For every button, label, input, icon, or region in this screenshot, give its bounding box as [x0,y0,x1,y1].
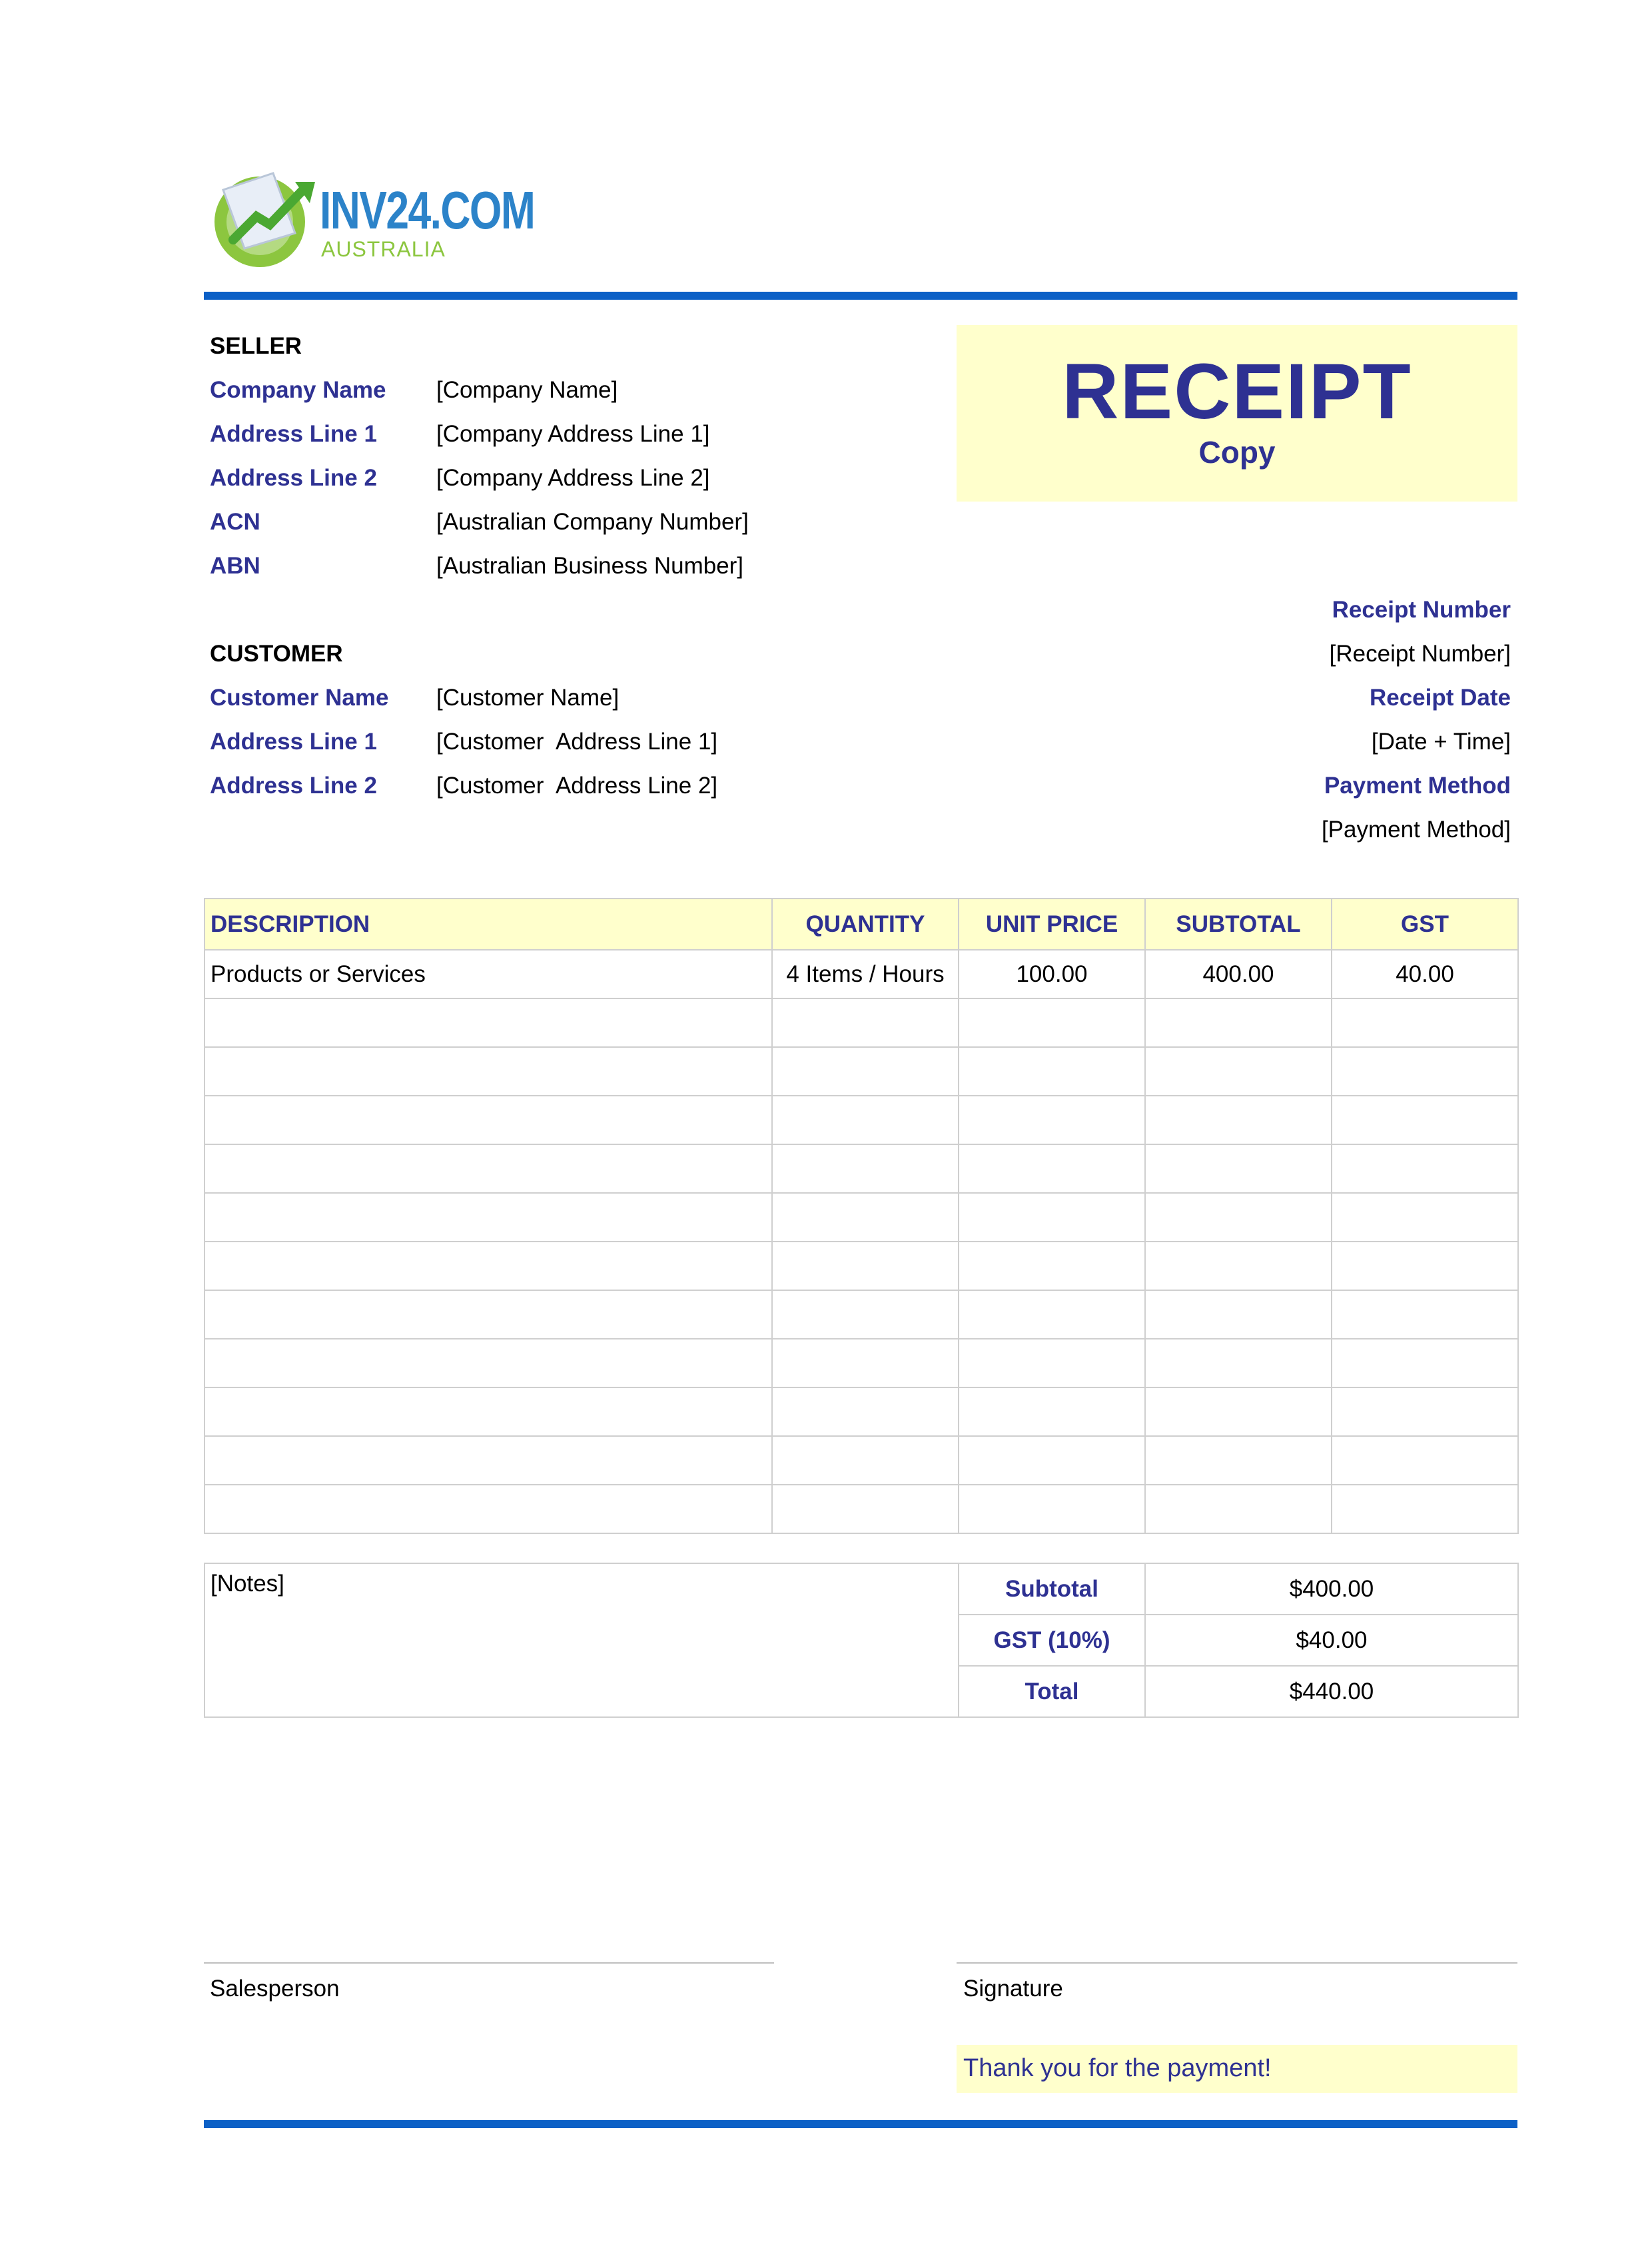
table-cell [1332,1144,1518,1193]
table-cell [959,1387,1145,1436]
column-header: DESCRIPTION [205,899,772,950]
seller-label: Address Line 1 [210,421,377,447]
table-cell [1145,1047,1332,1096]
seller-value: [Company Name] [436,377,618,403]
notes-field: [Notes] [205,1563,959,1717]
table-cell [959,1242,1145,1290]
table-cell [205,1485,772,1533]
seller-value: [Company Address Line 1] [436,421,710,447]
customer-label: Customer Name [210,685,389,711]
header-rule [204,292,1517,300]
table-row [205,1436,1518,1485]
table-cell [1145,1387,1332,1436]
table-cell [1332,1290,1518,1339]
table-cell [959,1193,1145,1242]
logo-region: AUSTRALIA [321,237,446,261]
column-header: SUBTOTAL [1145,899,1332,950]
table-cell [1145,1339,1332,1387]
table-row [205,1242,1518,1290]
column-header: UNIT PRICE [959,899,1145,950]
seller-label: Company Name [210,377,386,403]
table-row [205,1387,1518,1436]
table-cell: Products or Services [205,950,772,998]
table-cell [1332,1485,1518,1533]
table-cell [1145,998,1332,1047]
table-cell: 100.00 [959,950,1145,998]
table-cell [1332,1339,1518,1387]
table-cell: 4 Items / Hours [772,950,959,998]
table-row [205,1485,1518,1533]
table-cell [772,1193,959,1242]
line-items-table [204,898,1519,1534]
receipt-date-value: [Date + Time] [1371,729,1511,755]
logo-mark-icon [210,170,316,270]
table-cell [205,1339,772,1387]
customer-label: Address Line 2 [210,773,377,799]
table-cell [772,1436,959,1485]
table-cell [1332,1047,1518,1096]
table-cell [1145,1290,1332,1339]
table-cell [772,1290,959,1339]
table-cell [205,1387,772,1436]
table-cell [205,1144,772,1193]
table-row [205,1193,1518,1242]
table-cell [205,1193,772,1242]
customer-value: [Customer Address Line 2] [436,773,718,799]
seller-heading: SELLER [210,333,302,359]
table-cell [205,1096,772,1144]
customer-value: [Customer Name] [436,685,620,711]
table-cell [959,998,1145,1047]
table-cell: 40.00 [1332,950,1518,998]
receipt-copy-label: Copy [1198,435,1276,470]
footer-rule [204,2120,1517,2128]
receipt-date-label: Receipt Date [1369,685,1511,711]
total-label: Total [959,1666,1145,1717]
table-row [205,950,1518,998]
table-cell [205,998,772,1047]
table-cell [1145,1193,1332,1242]
table-cell [772,1144,959,1193]
signature-line [957,1962,1517,1964]
table-cell [1145,1144,1332,1193]
seller-label: ABN [210,553,260,579]
table-cell [1332,1242,1518,1290]
table-header-row [205,899,1518,950]
column-header: GST [1332,899,1518,950]
totals-table [204,1563,1519,1718]
table-cell [772,1387,959,1436]
table-cell: 400.00 [1145,950,1332,998]
subtotal-value: $400.00 [1145,1563,1518,1615]
table-cell [1332,1387,1518,1436]
table-cell [205,1290,772,1339]
table-cell [1332,1436,1518,1485]
table-cell [1332,1193,1518,1242]
payment-method-label: Payment Method [1324,773,1511,799]
salesperson-label: Salesperson [210,1976,340,2002]
table-cell [772,1339,959,1387]
table-cell [1145,1096,1332,1144]
receipt-number-label: Receipt Number [1332,597,1511,623]
table-cell [959,1485,1145,1533]
subtotal-label: Subtotal [959,1563,1145,1615]
seller-label: Address Line 2 [210,465,377,491]
table-row [205,1096,1518,1144]
logo-wordmark: INV24.COM [320,181,535,240]
table-cell [959,1436,1145,1485]
table-row [205,1290,1518,1339]
table-row [205,998,1518,1047]
customer-label: Address Line 1 [210,729,377,755]
salesperson-line [204,1962,774,1964]
table-cell [205,1436,772,1485]
table-row [205,1339,1518,1387]
table-cell [205,1242,772,1290]
table-cell [1332,998,1518,1047]
signature-label: Signature [963,1976,1063,2002]
table-cell [959,1339,1145,1387]
table-cell [772,1047,959,1096]
gst-value: $40.00 [1145,1615,1518,1666]
seller-value: [Australian Company Number] [436,509,749,535]
table-row [205,1144,1518,1193]
table-cell [772,1485,959,1533]
table-cell [959,1096,1145,1144]
table-cell [205,1047,772,1096]
table-cell [1145,1436,1332,1485]
table-cell [1332,1096,1518,1144]
thanks-message: Thank you for the payment! [963,2054,1272,2082]
table-cell [772,1242,959,1290]
seller-value: [Company Address Line 2] [436,465,710,491]
customer-value: [Customer Address Line 1] [436,729,718,755]
table-cell [959,1144,1145,1193]
table-cell [1145,1485,1332,1533]
column-header: QUANTITY [772,899,959,950]
table-cell [959,1290,1145,1339]
total-value: $440.00 [1145,1666,1518,1717]
seller-label: ACN [210,509,260,535]
receipt-number-value: [Receipt Number] [1329,641,1511,667]
table-cell [772,998,959,1047]
table-row [205,1047,1518,1096]
table-cell [1145,1242,1332,1290]
payment-method-value: [Payment Method] [1321,817,1511,843]
gst-label: GST (10%) [959,1615,1145,1666]
table-cell [772,1096,959,1144]
seller-value: [Australian Business Number] [436,553,744,579]
receipt-title: RECEIPT [1062,348,1412,436]
table-cell [959,1047,1145,1096]
customer-heading: CUSTOMER [210,641,343,667]
